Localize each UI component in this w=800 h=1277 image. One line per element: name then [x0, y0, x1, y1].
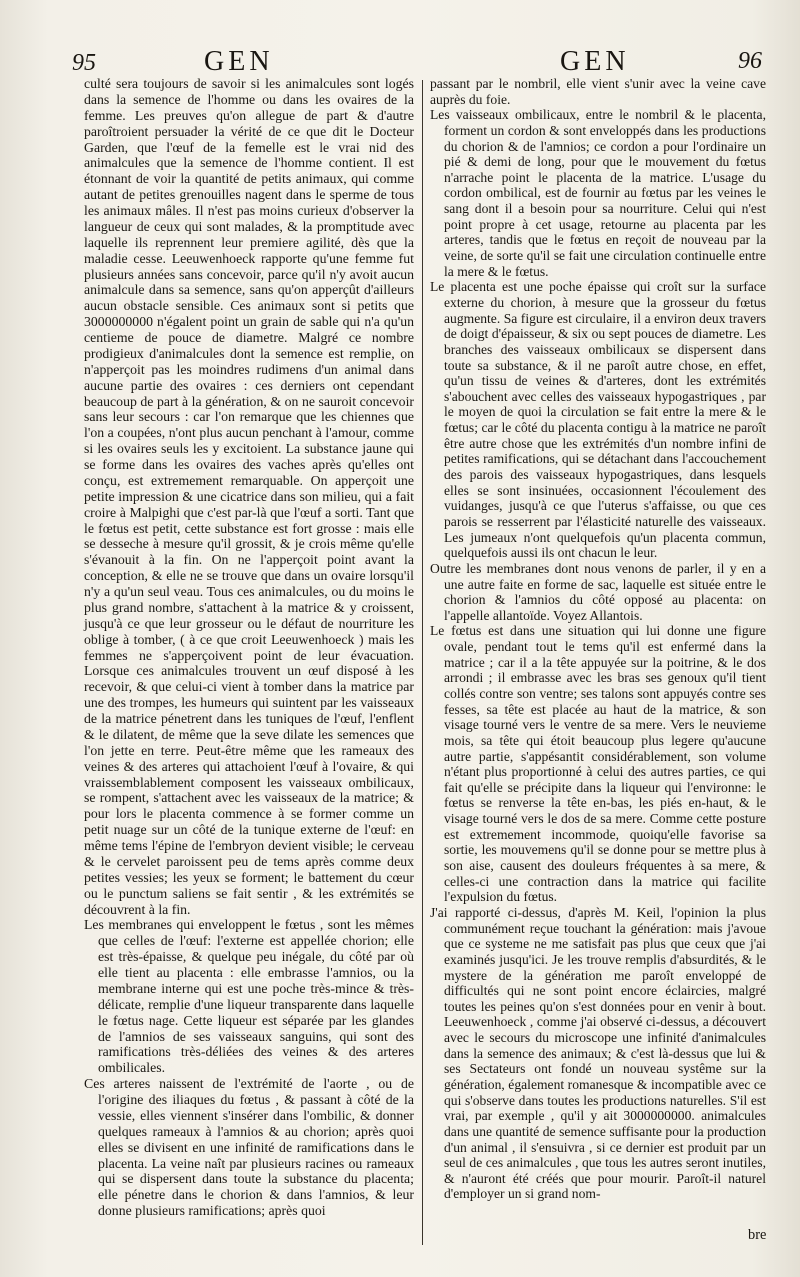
running-title-right: GEN: [560, 46, 630, 77]
paragraph: Le placenta est une poche épaisse qui croît sur la surface externe du chorion, à mesure que la grosseur du fœtus augmente. Sa figure est circulaire, il a environ deux travers de doigt d'épaisseur, & six ou sept pouces de diametre. Les branches des vaisseaux ombilicaux se dispersent dans toute sa substance, & il ne paroît autre chose, en effet, qu'un tissu de veines & d'arteres, dont les extrémités s'abouchent avec celles des vaisseaux hypogastriques , par le moyen de quoi la circulation se fait entre la mere & le fœtus; car le côté du placenta contigu à la matrice ne paroît être autre chose que les extrémités d'un nombre infini de petites ramifications, qui se détachant dans l'accouchement des parois des vaisseaux hypogastriques, dans lesquels elles se sont insinuées, occasionnent l'écoulement des vuidanges, jusqu'à ce que l'uterus s'affaisse, ou que ces parois se resserrent par l'élasticité naturelle des vaisseaux. Les jumeaux n'ont quelquefois qu'un placenta commun, quelquefois aussi ils ont chacun le leur.: [430, 279, 766, 561]
left-column: [84, 76, 414, 1219]
catchword: bre: [748, 1227, 767, 1243]
paragraph: Ces arteres naissent de l'extrémité de l'aorte , ou de l'origine des iliaques du fœtus , & passant à côté de la vessie, elles viennent s'insérer dans l'ombilic, & donner quelques rameaux à l'amnios & au chorion; après quoi elles se divisent en une infinité de ramifications dans le placenta. La veine naît par plusieurs racines ou rameaux qui se dispersent dans toute la substance du placenta; elle pénetre dans le chorion & dans l'amnios, & leur donne plusieurs ramifications; après quoi: [84, 1076, 414, 1219]
running-title-left: GEN: [204, 46, 274, 77]
right-column: [430, 76, 766, 1202]
paragraph: Les membranes qui enveloppent le fœtus , sont les mêmes que celles de l'œuf: l'externe est appellée chorion; elle est très-épaisse, & quelque peu inégale, du côté par où elle tient au placenta : elle embrasse l'amnios, ou la membrane interne qui est une poche très-mince & très-délicate, remplie d'une liqueur transparente dans laquelle le fœtus nage. Cette liqueur est séparée par les glandes de l'amnios de ses vaisseaux sanguins, qui sont des ramifications très-déliées des veines & des arteres ombilicales.: [84, 917, 414, 1076]
paragraph: Le fœtus est dans une situation qui lui donne une figure ovale, pendant tout le tems qu'il est enfermé dans la matrice ; car il a la tête appuyée sur la poitrine, & le dos arrondi ; il embrasse avec les bras ses genoux qu'il tient collés contre son ventre; ses talons sont appuyés contre ses fesses, sa tête est placée au haut de la matrice, & son visage tourné vers le ventre de sa mere. Vers le neuvieme mois, sa tête qui étoit beaucoup plus legere qu'aucune autre partie, s'appésantit considérablement, son volume n'étant plus proportionné à celui des autres parties, ce qui fait qu'elle se précipite dans la liqueur qui l'environne: le fœtus se renverse la tête en-bas, les piés en-haut, & le visage tourné vers le dos de sa mere. Comme cette posture est extremement incommode, quoiqu'elle favorise sa sortie, les mouvemens qu'il se donne pour se mettre plus à son aise, causent des douleurs fréquentes à sa mere, & celles-ci une contraction dans la matrice qui facilite l'expulsion du fœtus.: [430, 623, 766, 905]
paragraph: culté sera toujours de savoir si les animalcules sont logés dans la semence de l'homme ou dans les ovaires de la femme. Les preuves qu'on allegue de part & d'autre paroîtroient persuader la vérité de ce que dit le Docteur Garden, que l'œuf de la femelle est le vrai nid des animalcules que la semence de l'homme contient. Il est étonnant de voir la quantité de petits animaux, qui comme autant de petites grenouilles nagent dans le sperme de tous les animaux mâles. Il n'est pas moins curieux d'observer la langueur de ceux qui sont malades, & la promptitude avec laquelle ils reprennent leur premiere agilité, dès que la maladie cesse. Leeuwenhoeck rapporte qu'une femme fut plusieurs années sans concevoir, parce qu'il n'y avoit aucun animalcule dans sa semence, sans qu'on apperçût d'ailleurs aucun obstacle sensible. Ces animaux sont si petits que 3000000000 n'égalent point un grain de sable qui n'a qu'un centieme de pouce de diametre. Malgré ce nombre prodigieux d'animalcules dont la semence est remplie, on n'apperçoit pas les moindres rudimens d'un animal dans aucune partie des ovaires : ces derniers ont cependant beaucoup de part à la génération, & on ne sauroit concevoir sans leur secours : car l'on remarque que les chiennes que l'on a coupées, n'ont plus aucun penchant à l'amour, comme si les ovaires seuls les y excitoient. La substance jaune qui se forme dans les ovaires des vaches après qu'elles ont conçu, est extremement remarquable. On apperçoit une petite impression & une cicatrice dans son milieu, qui a fait croire à Malpighi que c'est par-là que l'œuf a sorti. Tant que le fœtus est petit, cette substance est fort grosse : mais elle se desseche à mesure qu'il grossit, & je crois même qu'elle s'évanouit à la fin. On ne l'apperçoit point avant la conception, & elle ne se trouve que dans un ovaire lorsqu'il n'y a qu'un seul veau. Tous ces animalcules, ou du moins le plus grand nombre, s'attachent à la matrice & y croissent, jusqu'à ce que leur grosseur ou le défaut de nourriture les oblige à tomber, ( à ce que croit Leeuwenhoeck ) mais les femmes ne s'apperçoivent point de leur évacuation. Lorsque ces animalcules trouvent un œuf disposé à les recevoir, & que celui-ci vient à tomber dans la matrice par une des trompes, les humeurs qui suintent par les vaisseaux de la matrice pénetrent dans les tuniques de l'œuf, l'enflent & le dilatent, de même que la seve dilate les semences que l'on jette en terre. Peut-être même que les rameaux des veines & des arteres qui attachoient l'œuf à l'ovaire, & qui vraissemblablement composent les vaisseaux ombilicaux, se rompent, s'attachent avec les vaisseaux de la matrice; & pour lors le placenta commence à se former comme un petit nuage sur un côté de la tunique externe de l'œuf: en même tems l'épine de l'embryon devient visible; le cerveau & le cervelet paroissent peu de tems après comme deux petites vessies; les yeux se forment; le battement du cœur ou le punctum saliens se fait sentir , & les extrémités se découvrent à la fin.: [84, 76, 414, 917]
paragraph: Outre les membranes dont nous venons de parler, il y en a une autre faite en forme de sac, laquelle est située entre le chorion & l'amnios du côté opposé au placenta: on l'appelle allantoïde. Voyez Allantois.: [430, 560, 766, 623]
column-divider: [422, 80, 423, 1245]
paragraph: Les vaisseaux ombilicaux, entre le nombril & le placenta, forment un cordon & sont enveloppés dans les productions du chorion & de l'amnios; ce cordon a pour l'ordinaire un pié & demi de long, pour que le mouvement du fœtus n'arrache point le placenta de la matrice. L'usage du cordon ombilical, est de fournir au fœtus par les veines le sang dont il a besoin pour sa nourriture. Celui qui n'est point propre à cet usage, retourne au placenta par les arteres, tandis que le fœtus en reçoit de nouveau par la veine, de sorte qu'il se fait une circulation continuelle entre la mere & le fœtus.: [430, 107, 766, 279]
page-number-right: 96: [738, 48, 762, 74]
paragraph: J'ai rapporté ci-dessus, d'après M. Keil, l'opinion la plus communément reçue touchant la génération: mais j'avoue que ce systeme ne me satisfait pas plus que ceux que j'ai examinés jusqu'ici. Je les trouve remplis d'absurdités, & le mystere de la génération me paroît enveloppé de difficultés qui ne sont point encore éclaircies, malgré toutes les peines qu'on s'est données pour en venir à bout. Leeuwenhoeck , comme j'ai observé ci-dessus, a découvert avec le secours du microscope une infinité d'animalcules dans la semence des animaux; & c'est là-dessus que lui & ses Sectateurs ont fondé un nouveau systême sur la génération, également romanesque & incompatible avec ce qui s'observe dans toutes les productions naturelles. S'il est vrai, par exemple , qu'il y ait 3000000000. animalcules dans une quantité de semence suffisante pour la production d'un animal , il s'ensuivra , si ce dernier est produit par un seul de ces animalcules , que tous les autres seront inutiles, & n'auront été créés que pour mourir. Paroît-il naturel d'employer un si grand nom-: [430, 904, 766, 1202]
running-header: [0, 40, 800, 80]
page-number-left: 95: [72, 50, 96, 76]
paragraph: passant par le nombril, elle vient s'unir avec la veine cave auprès du foie.: [430, 76, 766, 107]
